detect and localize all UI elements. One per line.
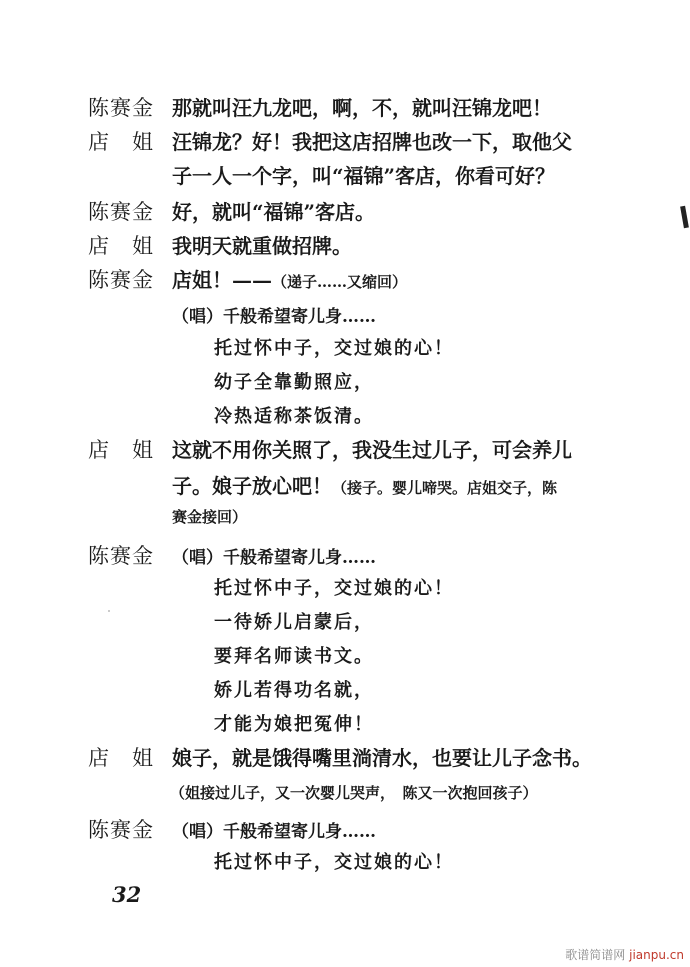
scan-speck xyxy=(108,610,110,612)
dialogue-text: 娘子，就是饿得嘴里淌清水，也要让儿子念书。 xyxy=(172,746,592,770)
dialogue-text xyxy=(172,470,557,499)
singing-cue: （唱）千般希望寄儿身…… xyxy=(172,822,376,842)
speaker-name: 陈赛金 xyxy=(88,544,154,568)
dialogue-text: 这就不用你关照了，我没生过儿子，可会养儿 xyxy=(172,438,572,462)
dialogue-text: 那就叫汪九龙吧，啊，不，就叫汪锦龙吧！ xyxy=(172,96,552,120)
dialogue-text: 我明天就重做招牌。 xyxy=(172,234,352,258)
dialogue-text: 汪锦龙？好！我把这店招牌也改一下，取他父 xyxy=(172,130,572,154)
verse-text: 娇儿若得功名就， xyxy=(214,680,374,701)
dialogue-text-main: 店姐！—— xyxy=(172,268,272,292)
stage-direction: （姐接过儿子，又一次婴儿哭声， 陈又一次抱回孩子） xyxy=(170,784,538,802)
watermark-en: jianpu.cn xyxy=(629,948,684,962)
speaker-name: 店 姐 xyxy=(88,234,154,258)
speaker-name: 陈赛金 xyxy=(88,96,154,120)
dialogue-text: 好，就叫“福锦”客店。 xyxy=(172,200,376,224)
stage-direction: （接子。婴儿啼哭。店姐交子，陈 xyxy=(332,479,558,497)
singing-cue: （唱）千般希望寄儿身…… xyxy=(172,307,376,327)
page-number: 32 xyxy=(112,882,142,907)
verse-text: 冷热适称茶饭清。 xyxy=(214,406,374,427)
watermark xyxy=(565,946,684,963)
speaker-name: 陈赛金 xyxy=(88,200,154,224)
verse-text: 才能为娘把冤伸！ xyxy=(214,714,374,735)
speaker-name: 店 姐 xyxy=(88,438,154,462)
verse-text: 幼子全靠勤照应， xyxy=(214,372,374,393)
stage-direction: 赛金接回） xyxy=(172,508,248,526)
verse-text: 一待娇儿启蒙后， xyxy=(214,612,374,633)
speaker-name: 店 姐 xyxy=(88,130,154,154)
watermark-cn: 歌谱简谱网 xyxy=(565,948,626,962)
verse-text: 托过怀中子，交过娘的心！ xyxy=(214,338,454,359)
dialogue-text-main: 子。娘子放心吧！ xyxy=(172,474,332,498)
speaker-name: 店 姐 xyxy=(88,746,154,770)
speaker-name: 陈赛金 xyxy=(88,818,154,842)
scan-edge-mark xyxy=(680,206,689,229)
verse-text: 托过怀中子，交过娘的心！ xyxy=(214,578,454,599)
dialogue-text: 子一人一个字，叫“福锦”客店，你看可好？ xyxy=(172,164,556,188)
speaker-name: 陈赛金 xyxy=(88,268,154,292)
verse-text: 托过怀中子，交过娘的心！ xyxy=(214,852,454,873)
singing-cue: （唱）千般希望寄儿身…… xyxy=(172,548,376,568)
dialogue-text xyxy=(172,264,407,293)
verse-text: 要拜名师读书文。 xyxy=(214,646,374,667)
stage-direction: （递子……又缩回） xyxy=(272,273,408,291)
